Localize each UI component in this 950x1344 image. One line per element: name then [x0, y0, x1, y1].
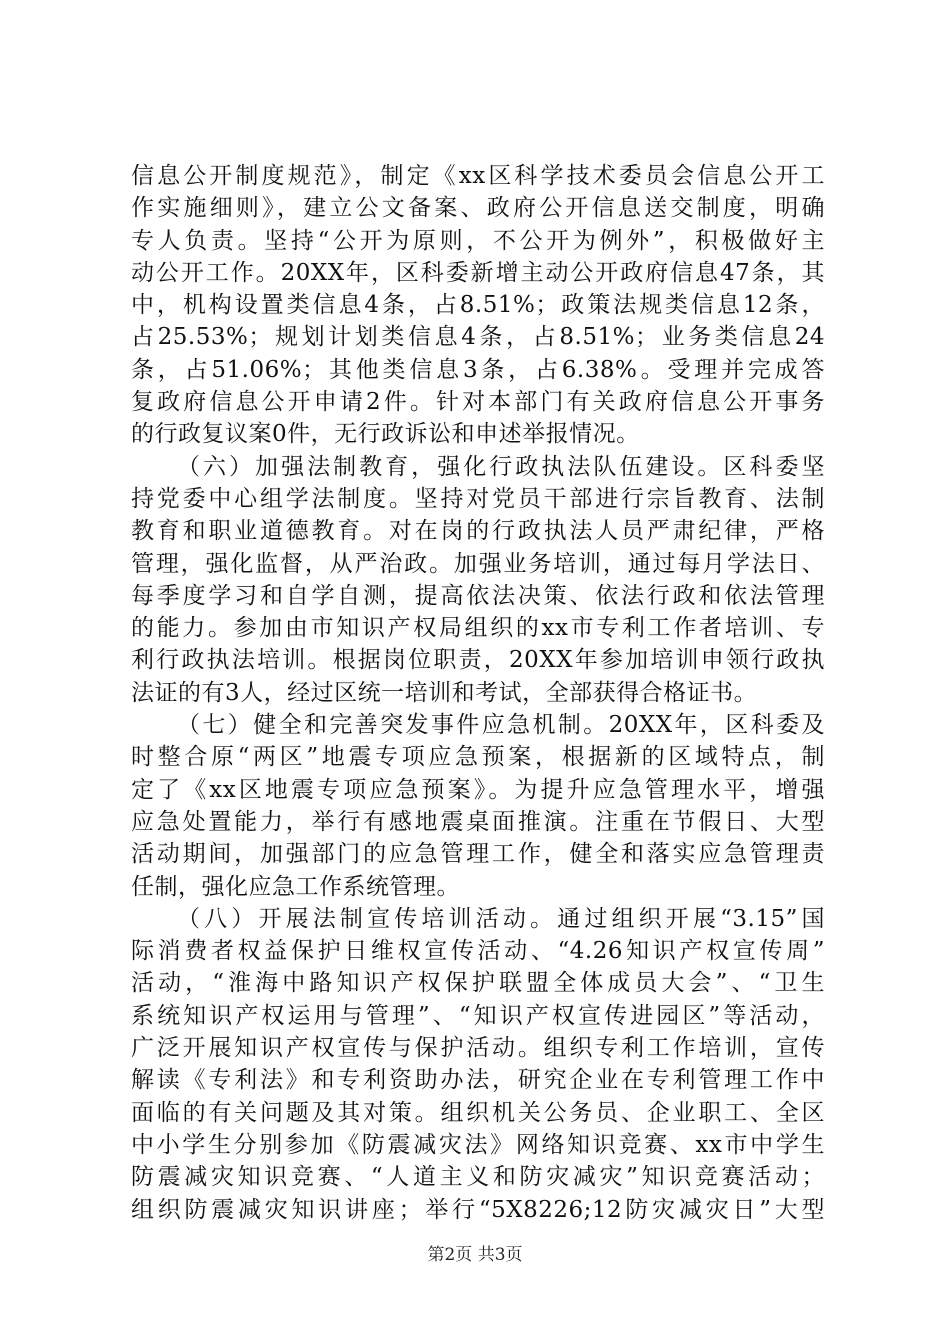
text-line: 面临的有关问题及其对策。组织机关公务员、企业职工、全区	[131, 1099, 825, 1126]
text-line: 占25.53%；规划计划类信息4条，占8.51%；业务类信息24	[131, 324, 825, 351]
text-line: 的能力。参加由市知识产权局组织的xx市专利工作者培训、专	[131, 615, 825, 642]
text-line: 持党委中心组学法制度。坚持对党员干部进行宗旨教育、法制	[131, 485, 825, 512]
document-body	[131, 160, 825, 1226]
text-line: 作实施细则》，建立公文备案、政府公开信息送交制度，明确	[131, 195, 825, 222]
text-line: 每季度学习和自学自测，提高依法决策、依法行政和依法管理	[131, 582, 825, 609]
text-line: 复政府信息公开申请2件。针对本部门有关政府信息公开事务	[131, 389, 825, 416]
text-line: 管理，强化监督，从严治政。加强业务培训，通过每月学法日、	[131, 550, 825, 577]
text-line: 中，机构设置类信息4条，占8.51%；政策法规类信息12条，	[131, 292, 825, 319]
text-line: 任制，强化应急工作系统管理。	[131, 873, 460, 900]
text-line: 广泛开展知识产权宣传与保护活动。组织专利工作培训，宣传	[131, 1035, 825, 1062]
text-line: 条，占51.06%；其他类信息3条，占6.38%。受理并完成答	[131, 356, 825, 383]
text-line: 教育和职业道德教育。对在岗的行政执法人员严肃纪律，严格	[131, 518, 825, 545]
text-line: （六）加强法制教育，强化行政执法队伍建设。区科委坚	[177, 453, 825, 480]
text-line: 防震减灾知识竞赛、“人道主义和防灾减灾”知识竞赛活动；	[131, 1164, 825, 1191]
text-line: 活动期间，加强部门的应急管理工作，健全和落实应急管理责	[131, 841, 825, 868]
text-line: 的行政复议案0件，无行政诉讼和申述举报情况。	[131, 421, 640, 448]
text-line: 应急处置能力，举行有感地震桌面推演。注重在节假日、大型	[131, 808, 825, 835]
text-line: 解读《专利法》和专利资助办法，研究企业在专利管理工作中	[131, 1067, 825, 1094]
text-line: 系统知识产权运用与管理”、“知识产权宣传进园区”等活动，	[131, 1002, 825, 1029]
text-line: （七）健全和完善突发事件应急机制。20XX年，区科委及	[177, 712, 825, 739]
text-line: 法证的有3人，经过区统一培训和考试，全部获得合格证书。	[131, 679, 758, 706]
text-line: 定了《xx区地震专项应急预案》。为提升应急管理水平，增强	[131, 776, 825, 803]
text-line: 活动，“淮海中路知识产权保护联盟全体成员大会”、“卫生	[131, 970, 825, 997]
text-line: 信息公开制度规范》，制定《xx区科学技术委员会信息公开工	[131, 163, 825, 189]
text-line: 时整合原“两区”地震专项应急预案，根据新的区域特点，制	[131, 744, 825, 771]
text-line: 专人负责。坚持“公开为原则，不公开为例外”，积极做好主	[131, 227, 825, 254]
text-line: 中小学生分别参加《防震减灾法》网络知识竞赛、xx市中学生	[131, 1131, 825, 1158]
text-line: 利行政执法培训。根据岗位职责，20XX年参加培训申领行政执	[131, 647, 825, 674]
page-footer: 第2页 共3页	[427, 1245, 523, 1265]
text-line: 际消费者权益保护日维权宣传活动、“4.26知识产权宣传周”	[131, 938, 825, 965]
text-line: 动公开工作。20XX年，区科委新增主动公开政府信息47条，其	[131, 259, 825, 286]
text-line: （八）开展法制宣传培训活动。通过组织开展“3.15”国	[177, 905, 825, 932]
text-line: 组织防震减灾知识讲座；举行“5X8226;12防灾减灾日”大型	[131, 1196, 825, 1223]
